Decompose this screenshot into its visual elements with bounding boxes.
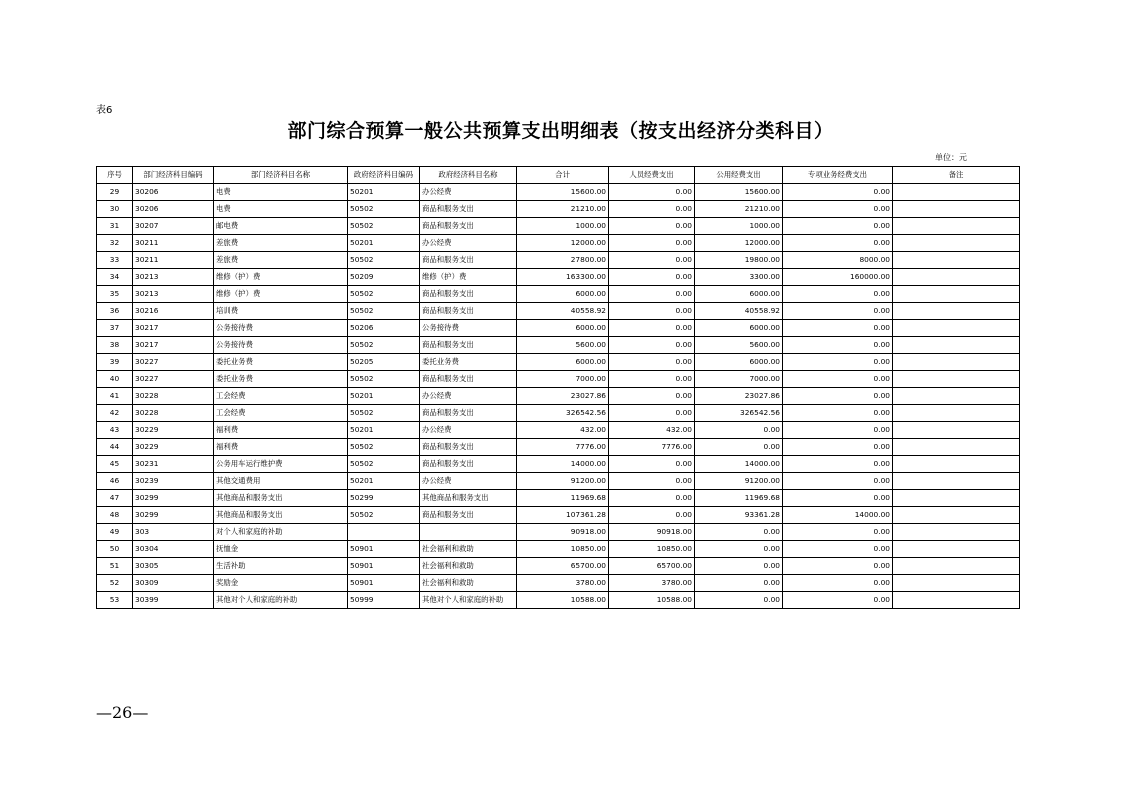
cell-dept-code: 30227 bbox=[133, 371, 214, 388]
table-number: 表6 bbox=[96, 105, 113, 116]
cell-personnel: 0.00 bbox=[609, 286, 695, 303]
cell-gov-name bbox=[420, 524, 517, 541]
cell-dept-code: 30213 bbox=[133, 286, 214, 303]
cell-seq: 45 bbox=[97, 456, 133, 473]
cell-dept-name: 培训费 bbox=[214, 303, 348, 320]
cell-gov-name: 商品和服务支出 bbox=[420, 439, 517, 456]
cell-special: 0.00 bbox=[783, 558, 893, 575]
cell-gov-name: 办公经费 bbox=[420, 473, 517, 490]
cell-personnel: 0.00 bbox=[609, 218, 695, 235]
cell-dept-code: 30228 bbox=[133, 388, 214, 405]
cell-gov-code: 50201 bbox=[348, 184, 420, 201]
cell-dept-code: 30229 bbox=[133, 439, 214, 456]
cell-seq: 50 bbox=[97, 541, 133, 558]
cell-gov-name: 商品和服务支出 bbox=[420, 252, 517, 269]
cell-remark bbox=[893, 201, 1020, 218]
cell-total: 21210.00 bbox=[517, 201, 609, 218]
cell-public: 6000.00 bbox=[695, 320, 783, 337]
cell-remark bbox=[893, 252, 1020, 269]
cell-gov-name: 商品和服务支出 bbox=[420, 405, 517, 422]
cell-public: 0.00 bbox=[695, 422, 783, 439]
cell-gov-code: 50901 bbox=[348, 575, 420, 592]
cell-dept-code: 30228 bbox=[133, 405, 214, 422]
cell-public: 40558.92 bbox=[695, 303, 783, 320]
cell-personnel: 3780.00 bbox=[609, 575, 695, 592]
cell-dept-name: 公务接待费 bbox=[214, 337, 348, 354]
cell-total: 7000.00 bbox=[517, 371, 609, 388]
table-row bbox=[97, 575, 1020, 592]
cell-public: 0.00 bbox=[695, 541, 783, 558]
table-row bbox=[97, 388, 1020, 405]
cell-special: 8000.00 bbox=[783, 252, 893, 269]
cell-public: 326542.56 bbox=[695, 405, 783, 422]
cell-total: 107361.28 bbox=[517, 507, 609, 524]
cell-seq: 34 bbox=[97, 269, 133, 286]
cell-special: 0.00 bbox=[783, 541, 893, 558]
header-remark: 备注 bbox=[893, 167, 1020, 184]
cell-total: 1000.00 bbox=[517, 218, 609, 235]
table-row bbox=[97, 371, 1020, 388]
cell-personnel: 0.00 bbox=[609, 473, 695, 490]
cell-remark bbox=[893, 575, 1020, 592]
cell-special: 0.00 bbox=[783, 218, 893, 235]
cell-personnel: 0.00 bbox=[609, 354, 695, 371]
cell-gov-name: 办公经费 bbox=[420, 422, 517, 439]
cell-gov-code: 50205 bbox=[348, 354, 420, 371]
cell-dept-code: 30217 bbox=[133, 337, 214, 354]
cell-dept-code: 30299 bbox=[133, 490, 214, 507]
cell-remark bbox=[893, 422, 1020, 439]
table-row bbox=[97, 201, 1020, 218]
cell-special: 0.00 bbox=[783, 303, 893, 320]
cell-gov-code: 50502 bbox=[348, 507, 420, 524]
cell-dept-code: 30231 bbox=[133, 456, 214, 473]
table-row bbox=[97, 422, 1020, 439]
cell-gov-code: 50206 bbox=[348, 320, 420, 337]
cell-dept-name: 其他商品和服务支出 bbox=[214, 507, 348, 524]
cell-special: 0.00 bbox=[783, 354, 893, 371]
header-total: 合计 bbox=[517, 167, 609, 184]
cell-public: 7000.00 bbox=[695, 371, 783, 388]
cell-personnel: 0.00 bbox=[609, 184, 695, 201]
cell-remark bbox=[893, 269, 1020, 286]
cell-special: 0.00 bbox=[783, 439, 893, 456]
table-row bbox=[97, 303, 1020, 320]
cell-total: 91200.00 bbox=[517, 473, 609, 490]
cell-public: 23027.86 bbox=[695, 388, 783, 405]
cell-remark bbox=[893, 303, 1020, 320]
cell-personnel: 0.00 bbox=[609, 235, 695, 252]
cell-dept-name: 奖励金 bbox=[214, 575, 348, 592]
table-row bbox=[97, 252, 1020, 269]
cell-remark bbox=[893, 235, 1020, 252]
cell-remark bbox=[893, 473, 1020, 490]
cell-total: 11969.68 bbox=[517, 490, 609, 507]
cell-personnel: 0.00 bbox=[609, 320, 695, 337]
table-row bbox=[97, 524, 1020, 541]
cell-total: 5600.00 bbox=[517, 337, 609, 354]
header-special: 专项业务经费支出 bbox=[783, 167, 893, 184]
cell-dept-code: 30217 bbox=[133, 320, 214, 337]
cell-remark bbox=[893, 354, 1020, 371]
cell-dept-name: 委托业务费 bbox=[214, 371, 348, 388]
cell-personnel: 0.00 bbox=[609, 456, 695, 473]
cell-total: 12000.00 bbox=[517, 235, 609, 252]
cell-seq: 30 bbox=[97, 201, 133, 218]
cell-personnel: 0.00 bbox=[609, 371, 695, 388]
table-row bbox=[97, 354, 1020, 371]
cell-special: 0.00 bbox=[783, 286, 893, 303]
cell-total: 65700.00 bbox=[517, 558, 609, 575]
cell-public: 12000.00 bbox=[695, 235, 783, 252]
table-row bbox=[97, 490, 1020, 507]
cell-remark bbox=[893, 371, 1020, 388]
cell-personnel: 0.00 bbox=[609, 269, 695, 286]
table-body bbox=[97, 184, 1020, 609]
cell-public: 1000.00 bbox=[695, 218, 783, 235]
table-row bbox=[97, 184, 1020, 201]
cell-personnel: 10588.00 bbox=[609, 592, 695, 609]
cell-gov-name: 其他对个人和家庭的补助 bbox=[420, 592, 517, 609]
cell-dept-name: 工会经费 bbox=[214, 388, 348, 405]
cell-dept-name: 差旅费 bbox=[214, 235, 348, 252]
header-seq: 序号 bbox=[97, 167, 133, 184]
cell-public: 11969.68 bbox=[695, 490, 783, 507]
cell-dept-code: 30229 bbox=[133, 422, 214, 439]
cell-remark bbox=[893, 592, 1020, 609]
cell-gov-name: 商品和服务支出 bbox=[420, 337, 517, 354]
cell-special: 0.00 bbox=[783, 388, 893, 405]
cell-gov-code: 50209 bbox=[348, 269, 420, 286]
cell-special: 0.00 bbox=[783, 524, 893, 541]
cell-gov-name: 委托业务费 bbox=[420, 354, 517, 371]
cell-remark bbox=[893, 490, 1020, 507]
cell-dept-name: 福利费 bbox=[214, 422, 348, 439]
cell-gov-code: 50502 bbox=[348, 303, 420, 320]
cell-special: 0.00 bbox=[783, 473, 893, 490]
cell-gov-name: 商品和服务支出 bbox=[420, 201, 517, 218]
cell-seq: 32 bbox=[97, 235, 133, 252]
cell-special: 0.00 bbox=[783, 592, 893, 609]
cell-dept-name: 公务接待费 bbox=[214, 320, 348, 337]
cell-special: 0.00 bbox=[783, 371, 893, 388]
cell-personnel: 90918.00 bbox=[609, 524, 695, 541]
table-row bbox=[97, 558, 1020, 575]
cell-special: 160000.00 bbox=[783, 269, 893, 286]
table-row bbox=[97, 405, 1020, 422]
cell-gov-name: 商品和服务支出 bbox=[420, 286, 517, 303]
cell-dept-code: 30305 bbox=[133, 558, 214, 575]
cell-remark bbox=[893, 337, 1020, 354]
cell-dept-code: 30239 bbox=[133, 473, 214, 490]
cell-gov-name: 社会福利和救助 bbox=[420, 541, 517, 558]
table-row bbox=[97, 541, 1020, 558]
cell-gov-code: 50502 bbox=[348, 252, 420, 269]
cell-dept-code: 30399 bbox=[133, 592, 214, 609]
cell-seq: 49 bbox=[97, 524, 133, 541]
cell-remark bbox=[893, 320, 1020, 337]
cell-gov-name: 商品和服务支出 bbox=[420, 218, 517, 235]
cell-total: 27800.00 bbox=[517, 252, 609, 269]
cell-dept-name: 其他商品和服务支出 bbox=[214, 490, 348, 507]
cell-gov-code bbox=[348, 524, 420, 541]
cell-gov-code: 50502 bbox=[348, 201, 420, 218]
cell-gov-code: 50502 bbox=[348, 456, 420, 473]
cell-dept-code: 30216 bbox=[133, 303, 214, 320]
cell-total: 23027.86 bbox=[517, 388, 609, 405]
table-row bbox=[97, 269, 1020, 286]
cell-seq: 52 bbox=[97, 575, 133, 592]
cell-personnel: 432.00 bbox=[609, 422, 695, 439]
cell-gov-name: 社会福利和救助 bbox=[420, 575, 517, 592]
cell-special: 0.00 bbox=[783, 184, 893, 201]
table-row bbox=[97, 473, 1020, 490]
header-dept-code: 部门经济科目编码 bbox=[133, 167, 214, 184]
cell-gov-code: 50201 bbox=[348, 473, 420, 490]
cell-remark bbox=[893, 541, 1020, 558]
cell-total: 10850.00 bbox=[517, 541, 609, 558]
cell-total: 6000.00 bbox=[517, 320, 609, 337]
cell-seq: 35 bbox=[97, 286, 133, 303]
cell-seq: 31 bbox=[97, 218, 133, 235]
cell-dept-code: 30309 bbox=[133, 575, 214, 592]
cell-dept-code: 303 bbox=[133, 524, 214, 541]
header-personnel: 人员经费支出 bbox=[609, 167, 695, 184]
cell-seq: 38 bbox=[97, 337, 133, 354]
cell-special: 0.00 bbox=[783, 575, 893, 592]
header-row bbox=[97, 167, 1020, 184]
cell-gov-code: 50502 bbox=[348, 439, 420, 456]
cell-public: 6000.00 bbox=[695, 286, 783, 303]
cell-seq: 36 bbox=[97, 303, 133, 320]
cell-seq: 33 bbox=[97, 252, 133, 269]
cell-gov-code: 50502 bbox=[348, 337, 420, 354]
budget-table bbox=[96, 166, 1020, 609]
header-gov-code: 政府经济科目编码 bbox=[348, 167, 420, 184]
cell-remark bbox=[893, 388, 1020, 405]
cell-public: 0.00 bbox=[695, 524, 783, 541]
table-row bbox=[97, 592, 1020, 609]
cell-public: 21210.00 bbox=[695, 201, 783, 218]
cell-personnel: 0.00 bbox=[609, 507, 695, 524]
table-row bbox=[97, 456, 1020, 473]
cell-gov-name: 商品和服务支出 bbox=[420, 371, 517, 388]
cell-remark bbox=[893, 286, 1020, 303]
table-row bbox=[97, 439, 1020, 456]
cell-public: 0.00 bbox=[695, 439, 783, 456]
table-row bbox=[97, 218, 1020, 235]
cell-dept-code: 30304 bbox=[133, 541, 214, 558]
cell-dept-name: 差旅费 bbox=[214, 252, 348, 269]
cell-remark bbox=[893, 405, 1020, 422]
cell-seq: 42 bbox=[97, 405, 133, 422]
cell-seq: 44 bbox=[97, 439, 133, 456]
header-public: 公用经费支出 bbox=[695, 167, 783, 184]
cell-gov-name: 维修（护）费 bbox=[420, 269, 517, 286]
cell-gov-name: 商品和服务支出 bbox=[420, 303, 517, 320]
cell-special: 0.00 bbox=[783, 490, 893, 507]
cell-total: 90918.00 bbox=[517, 524, 609, 541]
cell-seq: 37 bbox=[97, 320, 133, 337]
cell-total: 6000.00 bbox=[517, 354, 609, 371]
cell-dept-name: 对个人和家庭的补助 bbox=[214, 524, 348, 541]
cell-dept-name: 福利费 bbox=[214, 439, 348, 456]
cell-gov-code: 50999 bbox=[348, 592, 420, 609]
cell-remark bbox=[893, 456, 1020, 473]
cell-gov-name: 办公经费 bbox=[420, 388, 517, 405]
cell-gov-code: 50299 bbox=[348, 490, 420, 507]
cell-gov-name: 商品和服务支出 bbox=[420, 507, 517, 524]
cell-dept-name: 工会经费 bbox=[214, 405, 348, 422]
cell-seq: 46 bbox=[97, 473, 133, 490]
cell-remark bbox=[893, 507, 1020, 524]
cell-seq: 53 bbox=[97, 592, 133, 609]
cell-gov-name: 公务接待费 bbox=[420, 320, 517, 337]
cell-personnel: 0.00 bbox=[609, 201, 695, 218]
cell-special: 0.00 bbox=[783, 405, 893, 422]
cell-special: 0.00 bbox=[783, 235, 893, 252]
cell-remark bbox=[893, 218, 1020, 235]
cell-public: 19800.00 bbox=[695, 252, 783, 269]
table-row bbox=[97, 320, 1020, 337]
cell-gov-name: 办公经费 bbox=[420, 235, 517, 252]
cell-public: 0.00 bbox=[695, 592, 783, 609]
cell-dept-name: 公务用车运行维护费 bbox=[214, 456, 348, 473]
page-number: —26— bbox=[96, 703, 149, 722]
cell-dept-name: 委托业务费 bbox=[214, 354, 348, 371]
cell-gov-code: 50201 bbox=[348, 422, 420, 439]
cell-personnel: 0.00 bbox=[609, 337, 695, 354]
cell-special: 0.00 bbox=[783, 422, 893, 439]
cell-gov-code: 50502 bbox=[348, 405, 420, 422]
cell-special: 14000.00 bbox=[783, 507, 893, 524]
cell-total: 6000.00 bbox=[517, 286, 609, 303]
cell-total: 40558.92 bbox=[517, 303, 609, 320]
cell-public: 15600.00 bbox=[695, 184, 783, 201]
cell-dept-code: 30299 bbox=[133, 507, 214, 524]
cell-dept-name: 维修（护）费 bbox=[214, 286, 348, 303]
cell-total: 432.00 bbox=[517, 422, 609, 439]
table-row bbox=[97, 235, 1020, 252]
table-row bbox=[97, 507, 1020, 524]
cell-gov-code: 50502 bbox=[348, 371, 420, 388]
cell-total: 3780.00 bbox=[517, 575, 609, 592]
cell-personnel: 0.00 bbox=[609, 388, 695, 405]
cell-personnel: 0.00 bbox=[609, 405, 695, 422]
cell-gov-code: 50502 bbox=[348, 286, 420, 303]
table-row bbox=[97, 286, 1020, 303]
cell-total: 14000.00 bbox=[517, 456, 609, 473]
cell-dept-code: 30206 bbox=[133, 201, 214, 218]
cell-gov-code: 50201 bbox=[348, 235, 420, 252]
cell-seq: 43 bbox=[97, 422, 133, 439]
cell-dept-code: 30211 bbox=[133, 252, 214, 269]
cell-dept-name: 电费 bbox=[214, 184, 348, 201]
cell-dept-name: 维修（护）费 bbox=[214, 269, 348, 286]
cell-remark bbox=[893, 184, 1020, 201]
cell-dept-name: 电费 bbox=[214, 201, 348, 218]
cell-total: 7776.00 bbox=[517, 439, 609, 456]
cell-seq: 51 bbox=[97, 558, 133, 575]
cell-public: 3300.00 bbox=[695, 269, 783, 286]
unit-label: 单位：元 bbox=[935, 153, 967, 162]
cell-dept-name: 抚恤金 bbox=[214, 541, 348, 558]
cell-personnel: 0.00 bbox=[609, 490, 695, 507]
cell-seq: 47 bbox=[97, 490, 133, 507]
cell-dept-name: 生活补助 bbox=[214, 558, 348, 575]
cell-gov-code: 50201 bbox=[348, 388, 420, 405]
cell-public: 6000.00 bbox=[695, 354, 783, 371]
cell-seq: 39 bbox=[97, 354, 133, 371]
cell-dept-name: 其他交通费用 bbox=[214, 473, 348, 490]
cell-gov-code: 50901 bbox=[348, 541, 420, 558]
cell-gov-name: 社会福利和救助 bbox=[420, 558, 517, 575]
cell-dept-name: 邮电费 bbox=[214, 218, 348, 235]
cell-public: 14000.00 bbox=[695, 456, 783, 473]
cell-gov-name: 商品和服务支出 bbox=[420, 456, 517, 473]
cell-remark bbox=[893, 524, 1020, 541]
cell-personnel: 7776.00 bbox=[609, 439, 695, 456]
cell-public: 0.00 bbox=[695, 558, 783, 575]
cell-gov-name: 办公经费 bbox=[420, 184, 517, 201]
cell-total: 326542.56 bbox=[517, 405, 609, 422]
cell-remark bbox=[893, 439, 1020, 456]
cell-special: 0.00 bbox=[783, 337, 893, 354]
cell-seq: 29 bbox=[97, 184, 133, 201]
cell-gov-code: 50901 bbox=[348, 558, 420, 575]
header-gov-name: 政府经济科目名称 bbox=[420, 167, 517, 184]
cell-dept-code: 30211 bbox=[133, 235, 214, 252]
cell-gov-code: 50502 bbox=[348, 218, 420, 235]
table-row bbox=[97, 337, 1020, 354]
cell-remark bbox=[893, 558, 1020, 575]
cell-special: 0.00 bbox=[783, 201, 893, 218]
cell-special: 0.00 bbox=[783, 320, 893, 337]
cell-dept-code: 30207 bbox=[133, 218, 214, 235]
cell-public: 91200.00 bbox=[695, 473, 783, 490]
cell-special: 0.00 bbox=[783, 456, 893, 473]
cell-personnel: 0.00 bbox=[609, 303, 695, 320]
cell-public: 0.00 bbox=[695, 575, 783, 592]
cell-total: 10588.00 bbox=[517, 592, 609, 609]
cell-dept-code: 30227 bbox=[133, 354, 214, 371]
cell-personnel: 10850.00 bbox=[609, 541, 695, 558]
page-title: 部门综合预算一般公共预算支出明细表（按支出经济分类科目） bbox=[287, 120, 834, 142]
cell-gov-name: 其他商品和服务支出 bbox=[420, 490, 517, 507]
cell-seq: 40 bbox=[97, 371, 133, 388]
cell-total: 15600.00 bbox=[517, 184, 609, 201]
cell-total: 163300.00 bbox=[517, 269, 609, 286]
cell-dept-name: 其他对个人和家庭的补助 bbox=[214, 592, 348, 609]
cell-public: 5600.00 bbox=[695, 337, 783, 354]
cell-personnel: 65700.00 bbox=[609, 558, 695, 575]
cell-dept-code: 30213 bbox=[133, 269, 214, 286]
header-dept-name: 部门经济科目名称 bbox=[214, 167, 348, 184]
cell-seq: 48 bbox=[97, 507, 133, 524]
cell-public: 93361.28 bbox=[695, 507, 783, 524]
cell-personnel: 0.00 bbox=[609, 252, 695, 269]
cell-seq: 41 bbox=[97, 388, 133, 405]
cell-dept-code: 30206 bbox=[133, 184, 214, 201]
